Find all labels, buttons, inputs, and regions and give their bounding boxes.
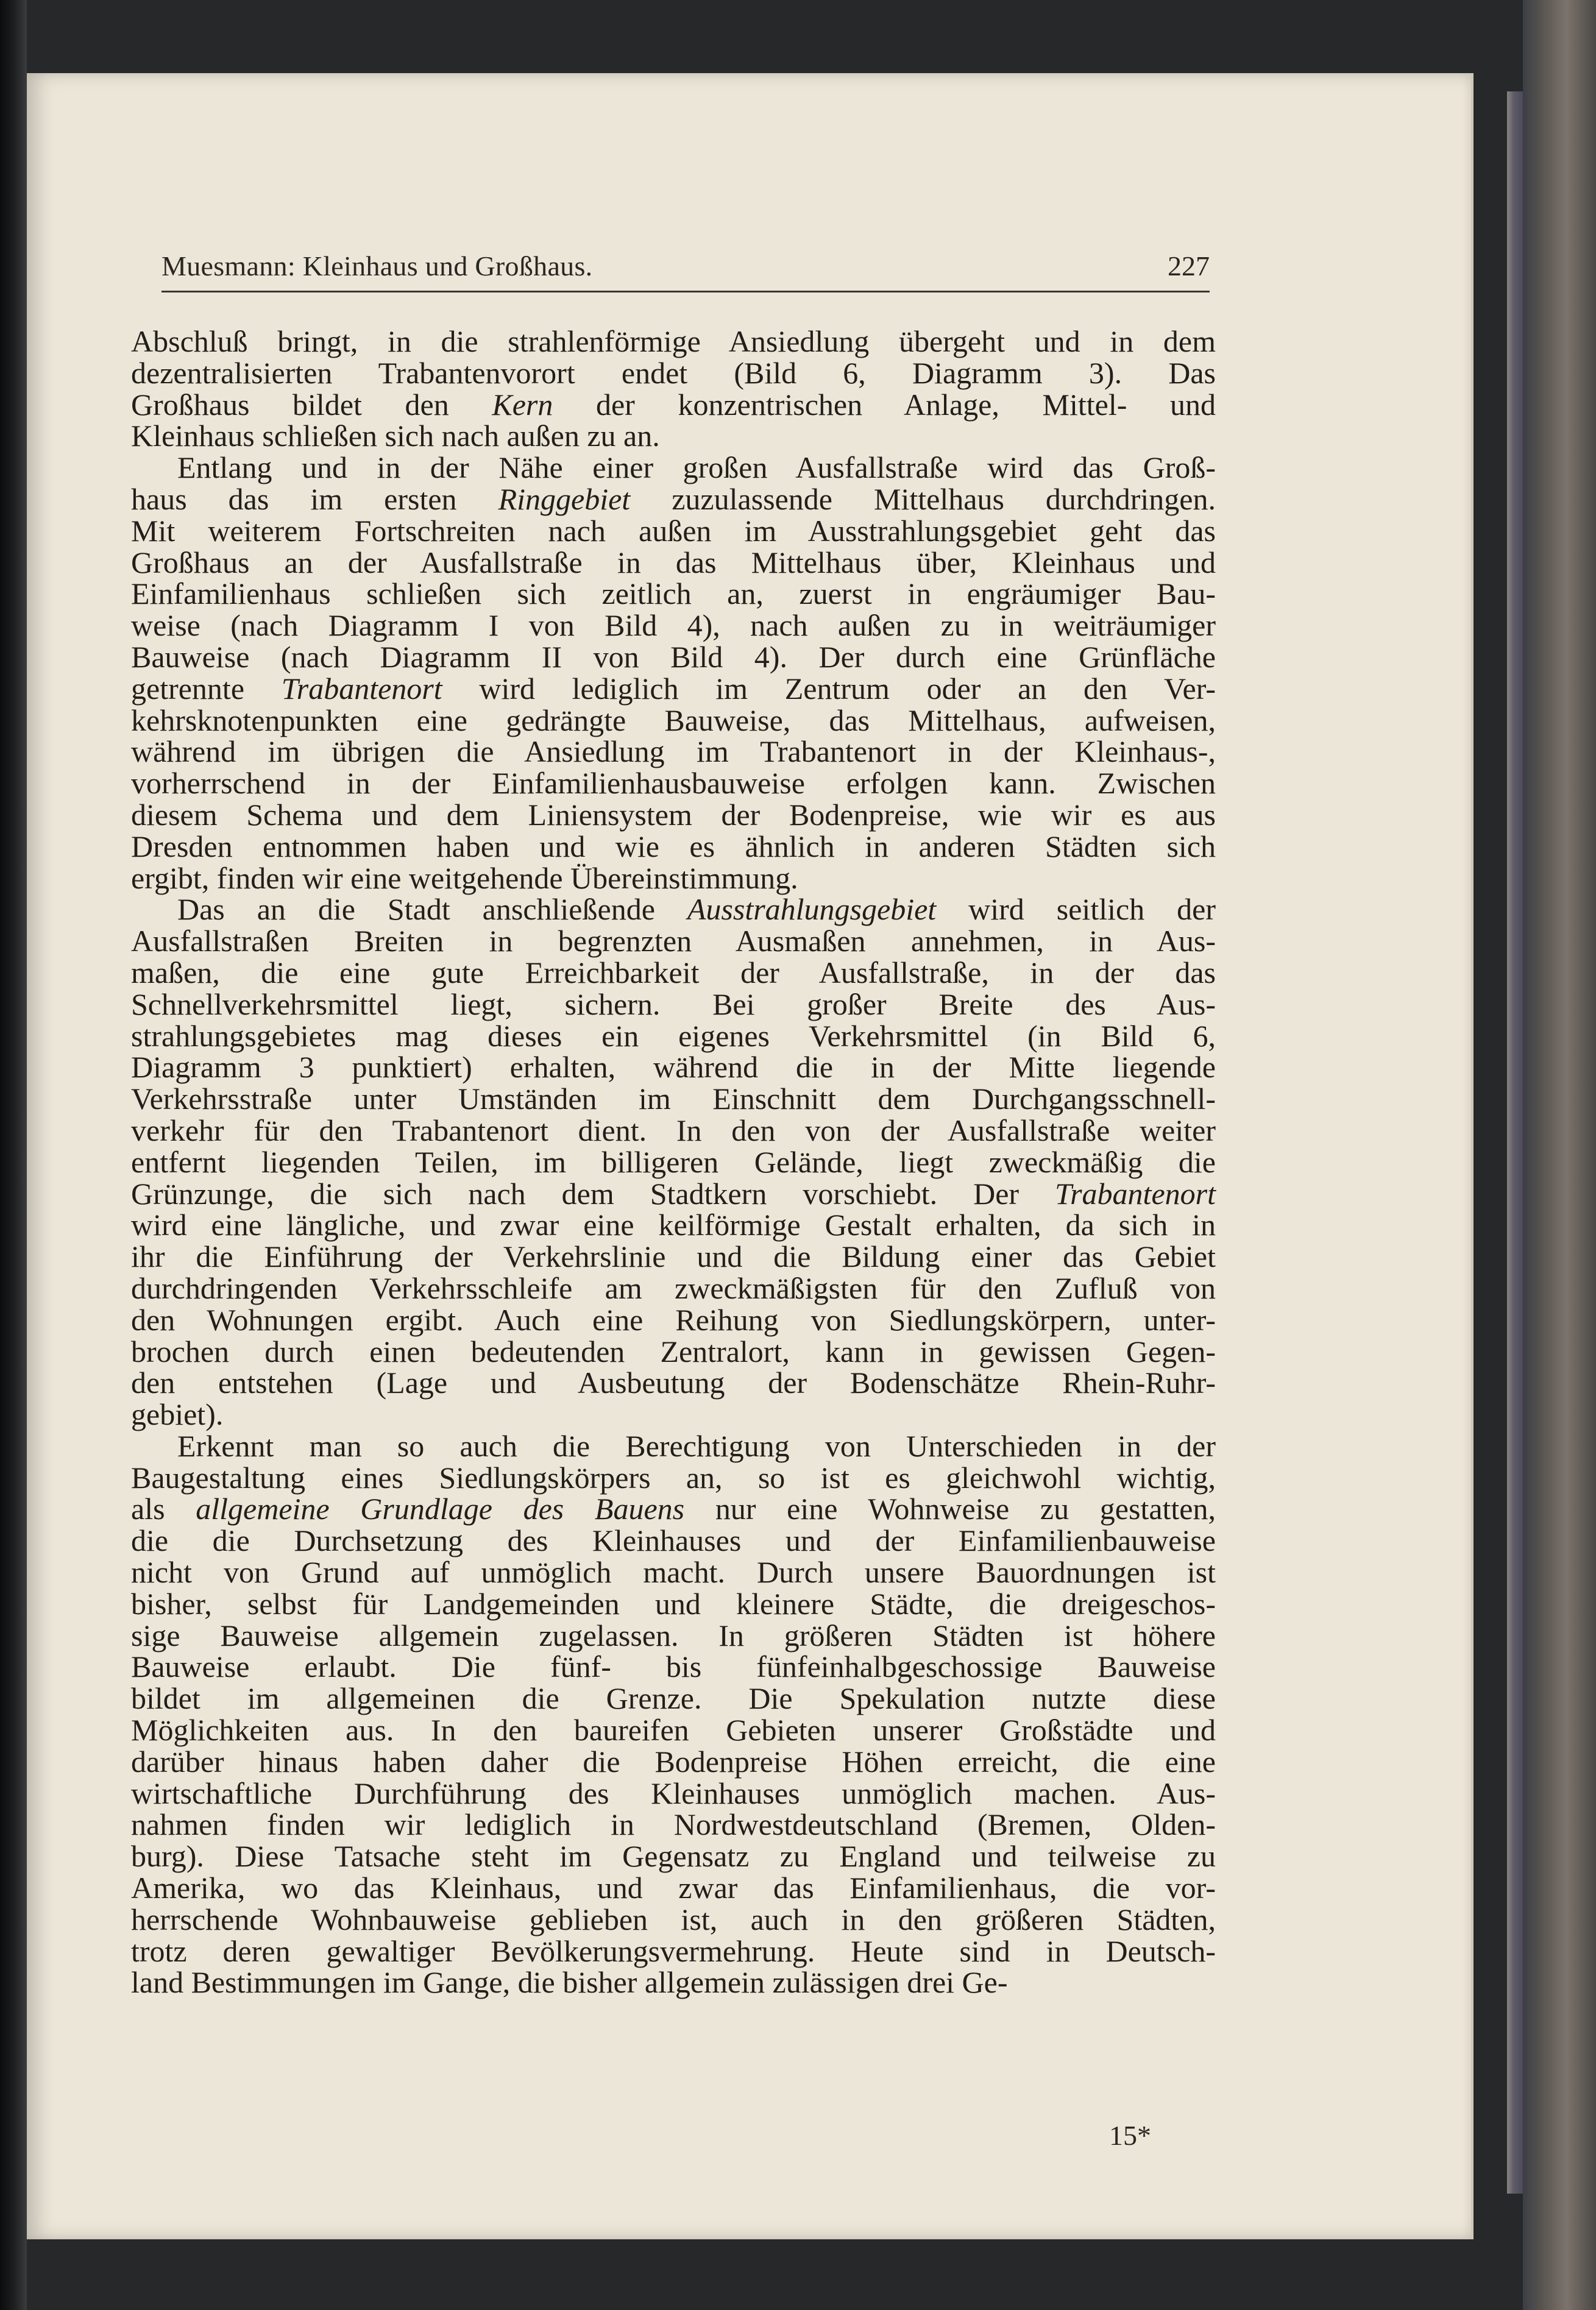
marbled-cover-edge bbox=[1523, 0, 1596, 2310]
text-line: herrschende Wohnbauweise geblieben ist, auch in den größeren Städten, bbox=[131, 1902, 1216, 1936]
text-line: kehrsknotenpunkten eine gedrängte Bauweise, das Mittelhaus, aufweisen, bbox=[131, 703, 1216, 737]
text-line: entfernt liegenden Teilen, im billigeren Gelände, liegt zweckmäßig die bbox=[131, 1144, 1216, 1179]
text-line: bisher, selbst für Landgemeinden und kleinere Städte, die dreigeschos- bbox=[131, 1586, 1216, 1621]
text-line: trotz deren gewaltiger Bevölkerungsvermehrung. Heute sind in Deutsch- bbox=[131, 1933, 1216, 1968]
running-title: Muesmann: Kleinhaus und Großhaus. bbox=[161, 250, 593, 282]
header-rule bbox=[161, 291, 1210, 292]
text-line: den entstehen (Lage und Ausbeutung der Bodenschätze Rhein-Ruhr- bbox=[131, 1366, 1216, 1400]
cover-edge-band bbox=[1507, 91, 1523, 2194]
text-line: Baugestaltung eines Siedlungskörpers an, so ist es gleichwohl wichtig, bbox=[131, 1460, 1216, 1495]
text-line: Entlang und in der Nähe einer großen Ausfallstraße wird das Groß- bbox=[177, 450, 1216, 485]
text-line: Erkennt man so auch die Berechtigung von Unterschieden in der bbox=[177, 1428, 1216, 1463]
text-line: Großhaus bildet den Kern der konzentrischen Anlage, Mittel- und bbox=[131, 387, 1216, 422]
text-line: brochen durch einen bedeutenden Zentralort, kann in gewissen Gegen- bbox=[131, 1334, 1216, 1369]
text-line: burg). Diese Tatsache steht im Gegensatz zu England und teilweise zu bbox=[131, 1839, 1216, 1874]
text-line: durchdringenden Verkehrsschleife am zweckmäßigsten für den Zufluß von bbox=[131, 1270, 1216, 1305]
text-line: Kleinhaus schließen sich nach außen zu an. bbox=[131, 419, 660, 453]
text-line: getrennte Trabantenort wird lediglich im Zentrum oder an den Ver- bbox=[131, 671, 1216, 706]
emphasis-term: Ausstrahlungsgebiet bbox=[687, 892, 937, 927]
book-gutter bbox=[0, 0, 27, 2310]
text-line: land Bestimmungen im Gange, die bisher allgemein zulässigen drei Ge- bbox=[131, 1965, 1008, 2000]
text-line: maßen, die eine gute Erreichbarkeit der Ausfallstraße, in der das bbox=[131, 955, 1216, 990]
text-line: Grünzunge, die sich nach dem Stadtkern vorschiebt. Der Trabantenort bbox=[131, 1176, 1216, 1211]
text-line: Bauweise (nach Diagramm II von Bild 4). Der durch eine Grünfläche bbox=[131, 639, 1216, 674]
text-line: Verkehrsstraße unter Umständen im Einschnitt dem Durchgangsschnell- bbox=[131, 1082, 1216, 1116]
text-line: den Wohnungen ergibt. Auch eine Reihung von Siedlungskörpern, unter- bbox=[131, 1302, 1216, 1337]
text-line: vorherrschend in der Einfamilienhausbauweise erfolgen kann. Zwischen bbox=[131, 766, 1216, 801]
text-line: Mit weiterem Fortschreiten nach außen im Ausstrahlungsgebiet geht das bbox=[131, 513, 1216, 548]
text-line: darüber hinaus haben daher die Bodenpreise Höhen erreicht, die eine bbox=[131, 1744, 1216, 1779]
text-line: gebiet). bbox=[131, 1397, 224, 1432]
text-line: strahlungsgebietes mag dieses ein eigenes Verkehrsmittel (in Bild 6, bbox=[131, 1018, 1216, 1053]
paragraph bbox=[131, 1428, 1216, 2000]
emphasis-term: Ringgebiet bbox=[498, 481, 631, 516]
text-line: Dresden entnommen haben und wie es ähnlich in anderen Städten sich bbox=[131, 829, 1216, 863]
text-line: Amerika, wo das Kleinhaus, und zwar das Einfamilienhaus, die vor- bbox=[131, 1871, 1216, 1905]
running-header bbox=[161, 250, 1210, 286]
emphasis-term: Trabantenort bbox=[281, 671, 442, 706]
text-line: Das an die Stadt anschließende Ausstrahlungsgebiet wird seitlich der bbox=[177, 892, 1216, 927]
paragraph bbox=[131, 326, 1216, 452]
text-line: ergibt, finden wir eine weitgehende Übereinstimmung. bbox=[131, 860, 798, 895]
text-line: nicht von Grund auf unmöglich macht. Durch unsere Bauordnungen ist bbox=[131, 1555, 1216, 1590]
text-line: ihr die Einführung der Verkehrslinie und die Bildung einer das Gebiet bbox=[131, 1239, 1216, 1274]
body-text bbox=[131, 326, 1216, 1999]
text-line: während im übrigen die Ansiedlung im Trabantenort in der Kleinhaus-, bbox=[131, 734, 1216, 769]
paragraph bbox=[131, 452, 1216, 894]
text-line: die die Durchsetzung des Kleinhauses und der Einfamilienbauweise bbox=[131, 1523, 1216, 1558]
text-line: Ausfallstraßen Breiten in begrenzten Ausmaßen annehmen, in Aus- bbox=[131, 924, 1216, 958]
page-number: 227 bbox=[1168, 250, 1210, 282]
text-line: als allgemeine Grundlage des Bauens nur eine Wohnweise zu gestatten, bbox=[131, 1492, 1216, 1526]
text-line: haus das im ersten Ringgebiet zuzulassende Mittelhaus durchdringen. bbox=[131, 481, 1216, 516]
text-line: Möglichkeiten aus. In den baureifen Gebieten unserer Großstädte und bbox=[131, 1713, 1216, 1748]
text-line: bildet im allgemeinen die Grenze. Die Spekulation nutzte diese bbox=[131, 1681, 1216, 1716]
text-line: dezentralisierten Trabantenvorort endet (Bild 6, Diagramm 3). Das bbox=[131, 355, 1216, 390]
paragraph bbox=[131, 894, 1216, 1431]
text-line: wird eine längliche, und zwar eine keilförmige Gestalt erhalten, da sich in bbox=[131, 1208, 1216, 1242]
text-line: sige Bauweise allgemein zugelassen. In größeren Städten ist höhere bbox=[131, 1618, 1216, 1653]
text-line: Schnellverkehrsmittel liegt, sichern. Bei großer Breite des Aus- bbox=[131, 987, 1216, 1021]
text-line: verkehr für den Trabantenort dient. In den von der Ausfallstraße weiter bbox=[131, 1113, 1216, 1147]
emphasis-term: Trabantenort bbox=[1055, 1176, 1216, 1211]
text-line: Großhaus an der Ausfallstraße in das Mittelhaus über, Kleinhaus und bbox=[131, 545, 1216, 579]
text-line: nahmen finden wir lediglich in Nordwestdeutschland (Bremen, Olden- bbox=[131, 1807, 1216, 1842]
text-line: Einfamilienhaus schließen sich zeitlich an, zuerst in engräumiger Bau- bbox=[131, 576, 1216, 611]
emphasis-term: allgemeine Grundlage des Bauens bbox=[196, 1492, 685, 1526]
text-line: Abschluß bringt, in die strahlenförmige Ansiedlung übergeht und in dem bbox=[131, 324, 1216, 358]
text-line: diesem Schema und dem Liniensystem der Bodenpreise, wie wir es aus bbox=[131, 797, 1216, 832]
text-line: Diagramm 3 punktiert) erhalten, während die in der Mitte liegende bbox=[131, 1050, 1216, 1085]
text-line: weise (nach Diagramm I von Bild 4), nach außen zu in weiträumiger bbox=[131, 608, 1216, 643]
text-line: Bauweise erlaubt. Die fünf- bis fünfeinhalbgeschossige Bauweise bbox=[131, 1649, 1216, 1684]
emphasis-term: Kern bbox=[492, 387, 553, 422]
signature-mark: 15* bbox=[1109, 2120, 1151, 2151]
text-line: wirtschaftliche Durchführung des Kleinhauses unmöglich machen. Aus- bbox=[131, 1776, 1216, 1810]
